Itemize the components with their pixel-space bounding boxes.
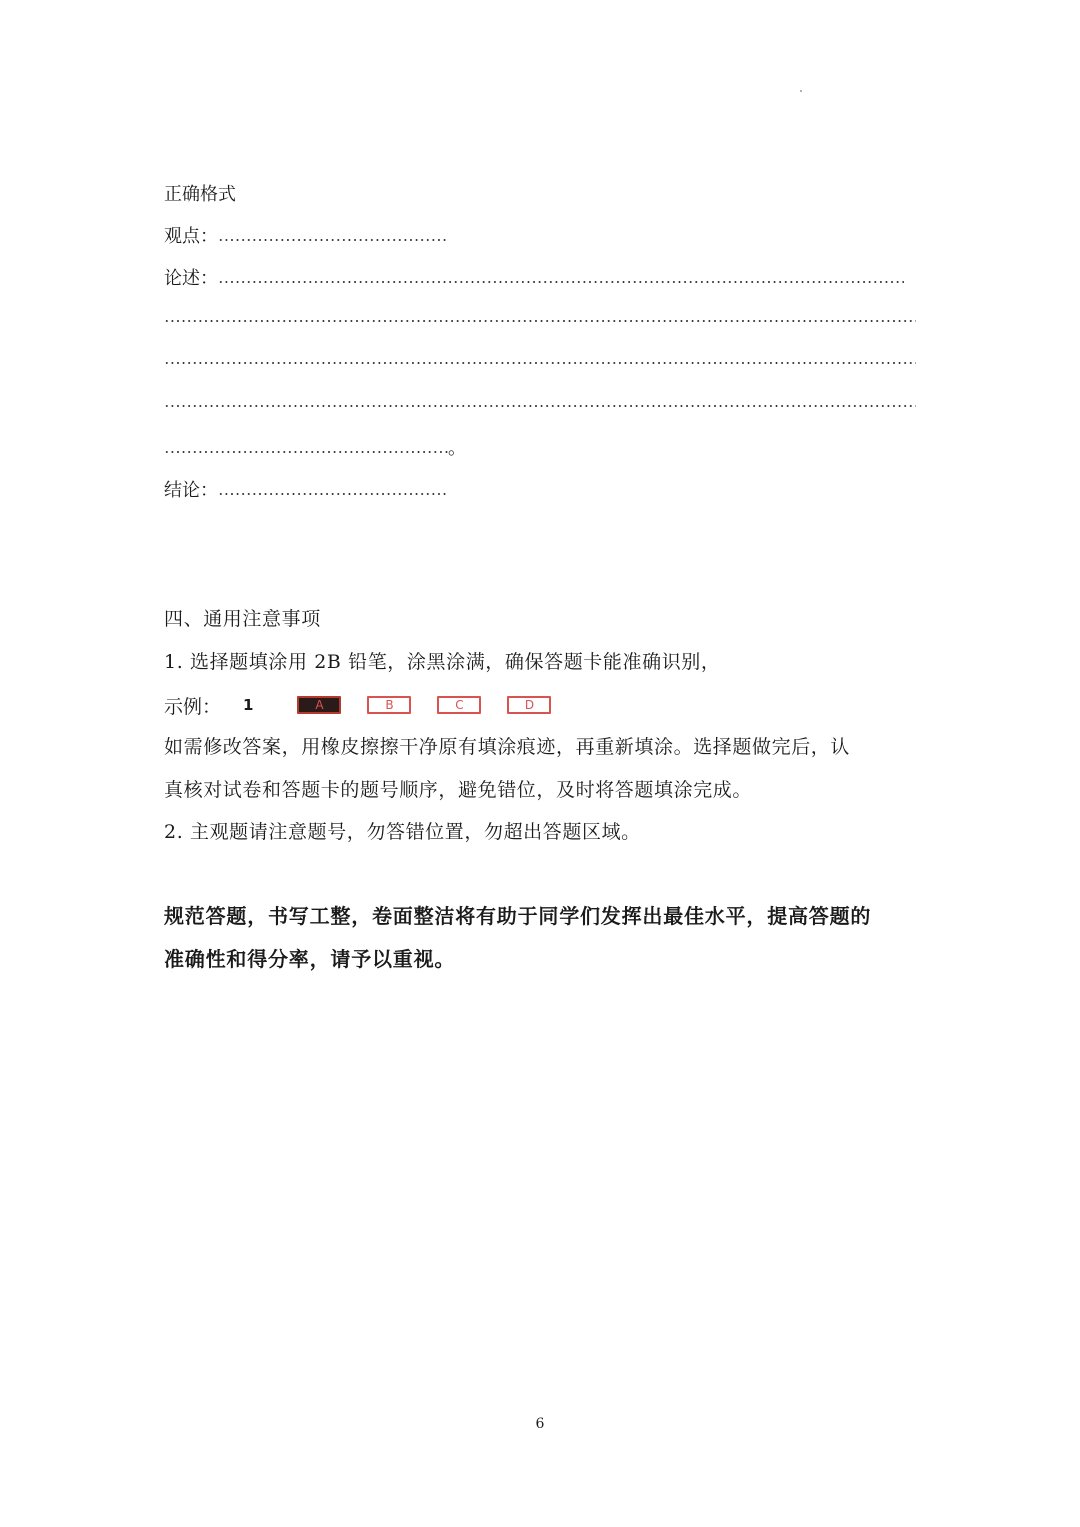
argument-dots-line-3: [164, 361, 916, 365]
argument-dots-line-2: [164, 319, 916, 323]
notes-item-1-cont-2: 真核对试卷和答题卡的题号顺序，避免错位，及时将答题填涂完成。: [164, 779, 753, 801]
argument-dots-line-5: [164, 450, 448, 454]
argument-label: 论述：: [164, 268, 218, 289]
option-c: C: [437, 696, 481, 714]
conclusion-label: 结论：: [164, 480, 218, 501]
option-d: D: [507, 696, 551, 714]
conclusion-dots: [218, 492, 446, 496]
viewpoint-label: 观点：: [164, 226, 218, 247]
closing-line-2: 准确性和得分率，请予以重视。: [164, 947, 456, 971]
notes-item-1: 1. 选择题填涂用 2B 铅笔，涂黑涂满，确保答题卡能准确识别，: [164, 651, 721, 673]
page-number: 6: [535, 1416, 545, 1432]
option-b: B: [367, 696, 411, 714]
example-number: 1: [243, 696, 254, 714]
example-row: [164, 692, 577, 718]
closing-line-1: 规范答题，书写工整，卷面整洁将有助于同学们发挥出最佳水平，提高答题的: [164, 904, 872, 928]
argument-line: [164, 268, 904, 290]
argument-dots-line-4: [164, 404, 916, 408]
format-title: 正确格式: [164, 184, 236, 205]
notes-heading: 四、通用注意事项: [164, 608, 321, 630]
conclusion-line: [164, 480, 446, 502]
viewpoint-dots: [218, 238, 446, 242]
argument-dots: [218, 280, 904, 284]
argument-last-line: [164, 438, 466, 460]
notes-item-1-cont-1: 如需修改答案，用橡皮擦擦干净原有填涂痕迹，再重新填涂。选择题做完后，认: [164, 736, 851, 758]
notes-item-2: 2. 主观题请注意题号，勿答错位置，勿超出答题区域。: [164, 821, 641, 843]
option-a-filled: A: [297, 696, 341, 714]
viewpoint-line: [164, 226, 446, 248]
stray-dot-mark: [800, 90, 802, 92]
example-label: 示例：: [164, 695, 222, 718]
argument-end-mark: 。: [448, 438, 466, 459]
